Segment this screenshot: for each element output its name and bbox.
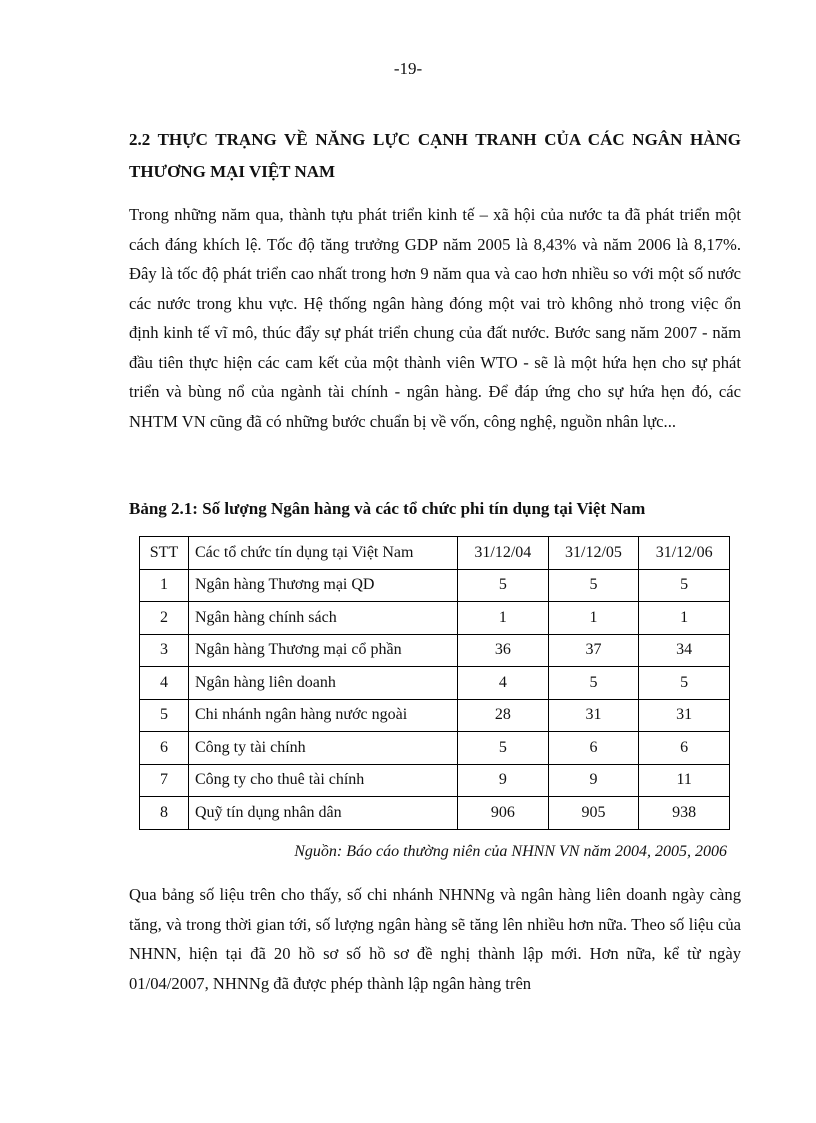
cell-stt: 3	[140, 634, 189, 667]
cell-2004: 28	[458, 699, 549, 732]
header-2004: 31/12/04	[458, 537, 549, 570]
header-2005: 31/12/05	[548, 537, 639, 570]
table-row	[140, 602, 730, 635]
table-caption: Bảng 2.1: Số lượng Ngân hàng và các tổ chức phi tín dụng tại Việt Nam	[129, 499, 646, 518]
header-institution: Các tổ chức tín dụng tại Việt Nam	[189, 537, 458, 570]
cell-2005: 31	[548, 699, 639, 732]
cell-2005: 1	[548, 602, 639, 635]
cell-institution: Ngân hàng chính sách	[189, 602, 458, 635]
header-2006: 31/12/06	[639, 537, 730, 570]
cell-2004: 1	[458, 602, 549, 635]
cell-2004: 906	[458, 797, 549, 830]
cell-2004: 9	[458, 764, 549, 797]
cell-institution: Công ty tài chính	[189, 732, 458, 765]
cell-stt: 8	[140, 797, 189, 830]
cell-stt: 2	[140, 602, 189, 635]
cell-stt: 4	[140, 667, 189, 700]
table-source-note: Nguồn: Báo cáo thường niên của NHNN VN năm 2004, 2005, 2006	[294, 843, 727, 860]
table-row	[140, 764, 730, 797]
cell-2005: 5	[548, 569, 639, 602]
cell-stt: 7	[140, 764, 189, 797]
cell-stt: 1	[140, 569, 189, 602]
cell-institution: Ngân hàng liên doanh	[189, 667, 458, 700]
cell-stt: 5	[140, 699, 189, 732]
cell-2004: 5	[458, 569, 549, 602]
table-row	[140, 699, 730, 732]
table-row	[140, 634, 730, 667]
table-body	[140, 569, 730, 829]
cell-2006: 1	[639, 602, 730, 635]
cell-2006: 5	[639, 569, 730, 602]
cell-2006: 938	[639, 797, 730, 830]
cell-2006: 6	[639, 732, 730, 765]
intro-paragraph: Trong những năm qua, thành tựu phát triển kinh tế – xã hội của nước ta đã phát triển một cách đáng khích lệ. Tốc độ tăng trưởng GDP năm 2005 là 8,43% và năm 2006 là 8,17%. Đây là tốc độ phát triển cao nhất trong hơn 9 năm qua và cao hơn nhiều so với một số nước các nước trong khu vực. Hệ thống ngân hàng đóng một vai trò không nhỏ trong việc ổn định kinh tế vĩ mô, thúc đẩy sự phát triển chung của đất nước. Bước sang năm 2007 - năm đầu tiên thực hiện các cam kết của một thành viên WTO - sẽ là một hứa hẹn cho sự phát triển và bùng nổ của ngành tài chính - ngân hàng. Để đáp ứng cho sự hứa hẹn đó, các NHTM VN cũng đã có những bước chuẩn bị về vốn, công nghệ, nguồn nhân lực...	[129, 205, 741, 431]
table-row	[140, 667, 730, 700]
cell-institution: Ngân hàng Thương mại cổ phần	[189, 634, 458, 667]
cell-2004: 36	[458, 634, 549, 667]
cell-institution: Chi nhánh ngân hàng nước ngoài	[189, 699, 458, 732]
cell-2004: 5	[458, 732, 549, 765]
table-row	[140, 732, 730, 765]
credit-institutions-table	[139, 536, 730, 830]
cell-2005: 6	[548, 732, 639, 765]
cell-institution: Công ty cho thuê tài chính	[189, 764, 458, 797]
cell-institution: Quỹ tín dụng nhân dân	[189, 797, 458, 830]
section-heading: 2.2 THỰC TRẠNG VỀ NĂNG LỰC CẠNH TRANH CỦA CÁC NGÂN HÀNG THƯƠNG MẠI VIỆT NAM	[129, 130, 741, 181]
cell-2006: 34	[639, 634, 730, 667]
cell-2004: 4	[458, 667, 549, 700]
page-number: -19-	[393, 59, 423, 78]
table-header-row	[140, 537, 730, 570]
table-row	[140, 797, 730, 830]
cell-2005: 9	[548, 764, 639, 797]
cell-2006: 5	[639, 667, 730, 700]
cell-2006: 11	[639, 764, 730, 797]
cell-2005: 5	[548, 667, 639, 700]
header-stt: STT	[140, 537, 189, 570]
analysis-paragraph: Qua bảng số liệu trên cho thấy, số chi nhánh NHNNg và ngân hàng liên doanh ngày càng tăng, và trong thời gian tới, số lượng ngân hàng sẽ tăng lên nhiều hơn nữa. Theo số liệu của NHNN, hiện tại đã 20 hồ sơ số hồ sơ đề nghị thành lập mới. Hơn nữa, kể từ ngày 01/04/2007, NHNNg đã được phép thành lập ngân hàng trên	[129, 885, 741, 993]
table-row	[140, 569, 730, 602]
cell-stt: 6	[140, 732, 189, 765]
cell-2006: 31	[639, 699, 730, 732]
cell-2005: 905	[548, 797, 639, 830]
cell-institution: Ngân hàng Thương mại QD	[189, 569, 458, 602]
cell-2005: 37	[548, 634, 639, 667]
